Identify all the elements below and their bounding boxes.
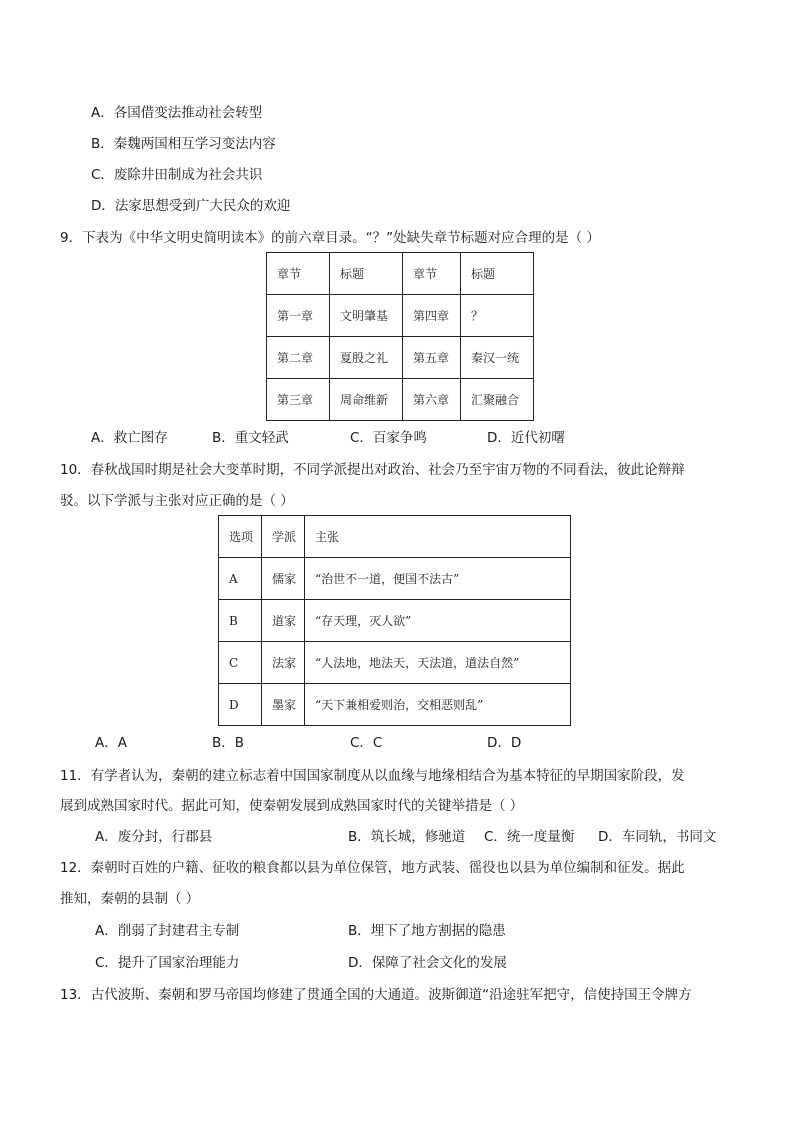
table-cell: 道家 (262, 600, 305, 642)
table-cell: 第二章 (267, 337, 330, 379)
table-row (267, 295, 534, 337)
table-cell: “天下兼相爱则治，交相恶则乱” (305, 684, 571, 726)
table-row (267, 337, 534, 379)
q12-option-a: A．削弱了封建君主专制 (95, 923, 240, 939)
q10-table (218, 515, 571, 726)
table-row (219, 684, 571, 726)
table-cell: 第四章 (403, 295, 461, 337)
q12-options-row2 (0, 954, 794, 972)
table-cell: 章节 (403, 253, 461, 295)
table-cell: 秦汉一统 (461, 337, 534, 379)
q9-stem: 9．下表为《中华文明史简明读本》的前六章目录。“？”处缺失章节标题对应合理的是（ ） (60, 230, 600, 246)
q10-option-c: C．C (350, 735, 383, 751)
table-row (219, 642, 571, 684)
table-cell: C (219, 642, 262, 684)
q8-option-d: D．法家思想受到广大民众的欢迎 (91, 198, 291, 214)
table-cell: 儒家 (262, 558, 305, 600)
q11-option-b: B．筑长城，修驰道 (348, 829, 466, 845)
q11-stem-line2: 展到成熟国家时代。据此可知，使秦朝发展到成熟国家时代的关键举措是（ ） (60, 798, 524, 814)
table-cell: ？ (461, 295, 534, 337)
q8-option-c: C．废除井田制成为社会共识 (91, 167, 263, 183)
table-cell: 主张 (305, 516, 571, 558)
table-cell: “治世不一道，便国不法古” (305, 558, 571, 600)
q9-option-c: C．百家争鸣 (350, 430, 427, 446)
q10-option-d: D．D (487, 735, 522, 751)
q9-options (0, 429, 794, 447)
table-cell: 夏殷之礼 (330, 337, 403, 379)
table-cell: 选项 (219, 516, 262, 558)
q12-option-b: B．埋下了地方割据的隐患 (348, 923, 506, 939)
q9-option-a: A．救亡图存 (91, 430, 168, 446)
q13-stem-line1: 13．古代波斯、秦朝和罗马帝国均修建了贯通全国的大通道。波斯御道“沿途驻军把守，信使持国王令牌方 (60, 987, 692, 1003)
q11-options (0, 828, 794, 846)
table-cell: 标题 (330, 253, 403, 295)
table-cell: 学派 (262, 516, 305, 558)
table-cell: 章节 (267, 253, 330, 295)
q12-option-d: D．保障了社会文化的发展 (348, 955, 507, 971)
table-row (219, 516, 571, 558)
table-cell: 第五章 (403, 337, 461, 379)
table-row (267, 253, 534, 295)
q10-options (0, 734, 794, 752)
table-cell: 第一章 (267, 295, 330, 337)
table-row (219, 600, 571, 642)
table-cell: 第三章 (267, 379, 330, 421)
q8-option-a: A．各国借变法推动社会转型 (91, 105, 263, 121)
q9-option-d: D．近代初曙 (487, 430, 565, 446)
q12-options-row1 (0, 922, 794, 940)
table-cell: B (219, 600, 262, 642)
table-cell: “存天理，灭人欲” (305, 600, 571, 642)
table-cell: 文明肇基 (330, 295, 403, 337)
table-row (267, 379, 534, 421)
q12-stem-line2: 推知，秦朝的县制（ ） (60, 891, 200, 907)
q9-option-b: B．重文轻武 (212, 430, 289, 446)
table-cell: 周命维新 (330, 379, 403, 421)
q10-stem-line2: 驳。以下学派与主张对应正确的是（ ） (60, 493, 294, 509)
table-row (219, 558, 571, 600)
q12-stem-line1: 12．秦朝时百姓的户籍、征收的粮食都以县为单位保管，地方武装、徭役也以县为单位编制和征发。据此 (60, 860, 685, 876)
q11-option-d: D．车同轨，书同文 (598, 829, 717, 845)
q11-option-a: A．废分封，行郡县 (95, 829, 213, 845)
table-cell: 第六章 (403, 379, 461, 421)
table-cell: D (219, 684, 262, 726)
q10-stem-line1: 10．春秋战国时期是社会大变革时期，不同学派提出对政治、社会乃至宇宙万物的不同看法，彼此论辩辩 (60, 462, 685, 478)
table-cell: “人法地，地法天，天法道，道法自然” (305, 642, 571, 684)
table-cell: 标题 (461, 253, 534, 295)
table-cell: 法家 (262, 642, 305, 684)
q10-option-a: A．A (95, 735, 127, 751)
table-cell: A (219, 558, 262, 600)
q10-option-b: B．B (212, 735, 245, 751)
table-cell: 汇聚融合 (461, 379, 534, 421)
q8-option-b: B．秦魏两国相互学习变法内容 (91, 136, 276, 152)
q11-option-c: C．统一度量衡 (484, 829, 575, 845)
q12-option-c: C．提升了国家治理能力 (95, 955, 240, 971)
q9-table (266, 252, 534, 421)
q11-stem-line1: 11．有学者认为，秦朝的建立标志着中国国家制度从以血缘与地缘相结合为基本特征的早期国家阶段，发 (60, 768, 685, 784)
table-cell: 墨家 (262, 684, 305, 726)
